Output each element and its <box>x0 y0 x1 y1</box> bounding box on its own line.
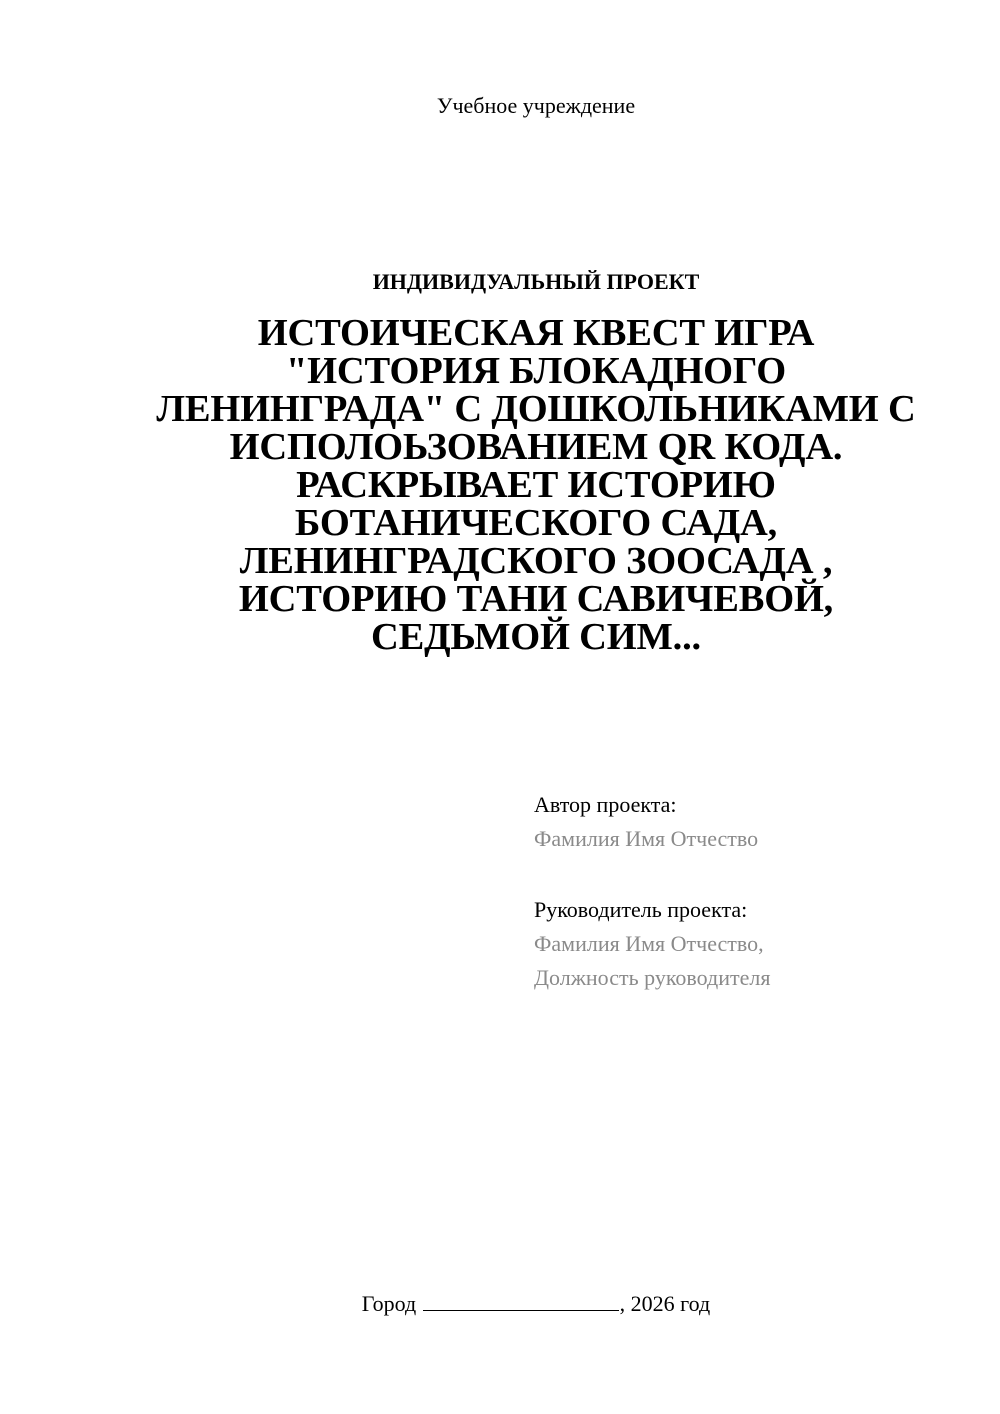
city-label: Город <box>361 1291 422 1316</box>
year-label: , 2026 год <box>619 1291 711 1316</box>
institution-name: Учебное учреждение <box>436 93 636 118</box>
city-blank-line <box>423 1290 619 1311</box>
city-year-line <box>0 1290 1000 1318</box>
project-title: ИСТОИЧЕСКАЯ КВЕСТ ИГРА "ИСТОРИЯ БЛОКАДНОГО ЛЕНИНГРАДА" С ДОШКОЛЬНИКАМИ С ИСПОЛОЬЗОВАНИЕМ QR КОДА. РАСКРЫВАЕТ ИСТОРИЮ БОТАНИЧЕСКОГО САДА, ЛЕНИНГРАДСКОГО ЗООСАДА , ИСТОРИЮ ТАНИ САВИЧЕВОЙ, СЕДЬМОЙ СИМ... <box>156 312 916 658</box>
supervisor-position: Должность руководителя <box>534 965 771 990</box>
authors-spacer <box>534 856 974 893</box>
author-label: Автор проекта: <box>534 792 677 817</box>
supervisor-name: Фамилия Имя Отчество, <box>534 931 764 956</box>
authors-block <box>534 788 974 995</box>
supervisor-label: Руководитель проекта: <box>534 897 748 922</box>
project-type-heading: ИНДИВИДУАЛЬНЫЙ ПРОЕКТ <box>372 269 700 294</box>
author-name: Фамилия Имя Отчество <box>534 826 759 851</box>
